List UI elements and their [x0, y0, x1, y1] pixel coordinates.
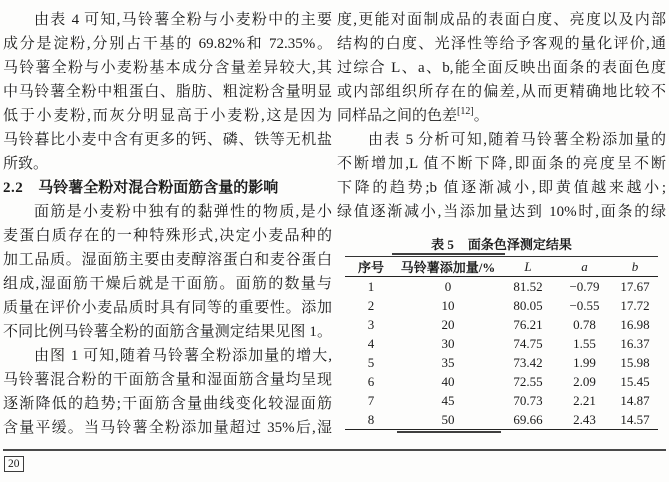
- table-caption: [337, 236, 666, 254]
- table-cell: 8: [367, 411, 375, 427]
- page-number: 20: [4, 456, 24, 472]
- text-line: 由表 5 分析可知,随着马铃薯全粉添加量的: [368, 132, 666, 148]
- section-heading: [3, 176, 332, 200]
- text-line: 由表 4 可知,马铃薯全粉与小麦粉中的主要: [34, 12, 332, 28]
- table-cell: 15.45: [620, 373, 650, 389]
- table-cell: 73.42: [513, 354, 543, 370]
- text-line-with-reference: [337, 104, 666, 128]
- column-header-addition: 马铃薯添加量/%: [397, 257, 499, 277]
- table-cell: 76.21: [513, 316, 543, 332]
- table-body: [345, 277, 658, 430]
- table-label: 表 5: [431, 237, 454, 252]
- right-column: [337, 8, 666, 224]
- table-header-row: [345, 257, 658, 277]
- table-cell: 0: [444, 278, 452, 294]
- table-row: [345, 277, 658, 297]
- text-line: 不同比例马铃薯全粉的面筋含量测定结果见图 1。: [3, 324, 332, 340]
- noodle-color-results-table: [345, 256, 658, 430]
- table-cell: 50: [441, 411, 455, 427]
- table-cell: 15.98: [620, 354, 650, 370]
- table-row: [345, 372, 658, 391]
- text-line: 含量平缓。当马铃薯全粉添加量超过 35%后,湿: [3, 420, 332, 436]
- table-cell: 20: [441, 316, 455, 332]
- table-cell: 0.78: [573, 316, 596, 332]
- table-cell: 2: [367, 297, 375, 313]
- text-line: 马铃薯全粉与小麦粉基本成分含量差异较大,其: [3, 60, 332, 76]
- table-cell: 16.37: [620, 335, 650, 351]
- table-row: [345, 391, 658, 410]
- table-cell: 1: [367, 278, 375, 294]
- text-line: 麦蛋白质存在的一种特殊形式,决定小麦品种的: [3, 228, 332, 244]
- table-cell: 30: [441, 335, 455, 351]
- column-header-L: L: [499, 257, 557, 277]
- table-cell: 1.99: [573, 354, 596, 370]
- text-line: 组成,湿面筋干燥后就是干面筋。面筋的数量与: [3, 276, 332, 292]
- reference-line-text: 同样品之间的色差: [337, 108, 458, 124]
- text-line: 中马铃薯全粉中粗蛋白、脂肪、粗淀粉含量明显: [3, 84, 332, 100]
- table-cell: 80.05: [513, 297, 543, 313]
- table-cell: 17.72: [620, 297, 650, 313]
- table-cell: 69.66: [513, 411, 543, 427]
- table-cell: 70.73: [513, 392, 543, 408]
- table-cell: 5: [367, 354, 375, 370]
- text-line: 低于小麦粉,而灰分明显高于小麦粉,这是因为: [3, 108, 332, 124]
- table-cell: 10: [441, 297, 455, 313]
- table-row: [345, 353, 658, 372]
- table-cell: 3: [367, 316, 375, 332]
- text-line: 逐渐降低的趋势;干面筋含量曲线变化较湿面筋: [3, 396, 332, 412]
- table-row: [345, 334, 658, 353]
- table-cell: 81.52: [513, 278, 543, 294]
- text-line: 不断增加,L 值不断下降,即面条的亮度呈不断: [337, 156, 666, 172]
- text-line: 面筋是小麦粉中独有的黏弹性的物质,是小: [34, 204, 332, 220]
- table-rule-artifact-bottom: [397, 431, 501, 433]
- table-cell: 16.98: [620, 316, 650, 332]
- column-header-a: a: [557, 257, 612, 277]
- text-line: 质量在评价小麦品质时具有同等的重要性。添加: [3, 300, 332, 316]
- table-cell: 7: [367, 392, 375, 408]
- table-cell: 72.55: [513, 373, 543, 389]
- table-cell: −0.55: [569, 297, 600, 313]
- reference-line-period: 。: [473, 108, 489, 124]
- table-header: [345, 257, 658, 277]
- table-cell: 6: [367, 373, 375, 389]
- text-line: 马铃暮比小麦中含有更多的钙、磷、铁等无机盐: [3, 132, 332, 148]
- text-line: 绿值逐渐减小,当添加量达到 10%时,面条的绿: [337, 204, 666, 220]
- table-cell: 45: [441, 392, 455, 408]
- column-header-index: 序号: [345, 257, 397, 277]
- table-cell: 2.43: [573, 411, 596, 427]
- table-title: 面条色泽测定结果: [467, 237, 572, 252]
- column-header-b: b: [612, 257, 658, 277]
- text-line: 所致。: [3, 156, 49, 172]
- table-row: [345, 315, 658, 334]
- table-cell: −0.79: [569, 278, 600, 294]
- table-cell: 14.87: [620, 392, 650, 408]
- citation-superscript: [12]: [457, 106, 474, 117]
- table-cell: 17.67: [620, 278, 650, 294]
- text-line: 过综合 L、a、b,能全面反映出面条的表面色度: [337, 60, 666, 76]
- table-cell: 2.09: [573, 373, 596, 389]
- text-line: 马铃薯混合粉的干面筋含量和湿面筋含量均呈现: [3, 372, 332, 388]
- table-cell: 35: [441, 354, 455, 370]
- table-cell: 2.21: [573, 392, 596, 408]
- table-row: [345, 296, 658, 315]
- table-rule-artifact-top: [392, 253, 505, 255]
- left-column: [3, 8, 332, 440]
- table-cell: 1.55: [573, 335, 596, 351]
- table-cell: 14.57: [620, 411, 650, 427]
- section-number: 2.2: [3, 180, 24, 196]
- text-line: 加工品质。湿面筋主要由麦醇溶蛋白和麦谷蛋白: [3, 252, 332, 268]
- table-cell: 40: [441, 373, 455, 389]
- text-line: 或内部组织所存在的偏差,从而更精确地比较不: [337, 84, 666, 100]
- table-cell: 4: [367, 335, 375, 351]
- text-line: 由图 1 可知,随着马铃薯全粉添加量的增大,: [34, 348, 332, 364]
- text-line: 成分是淀粉,分别占干基的 69.82%和 72.35%。: [3, 36, 332, 52]
- text-line: 下降的趋势;b 值逐渐减小,即黄值越来越小;: [337, 180, 666, 196]
- table-row: [345, 410, 658, 430]
- text-line: 度,更能对面制成品的表面白度、亮度以及内部: [337, 12, 666, 28]
- footer-rule: [3, 449, 666, 451]
- section-title: 马铃薯全粉对混合粉面筋含量的影响: [38, 180, 279, 196]
- table-cell: 74.75: [513, 335, 543, 351]
- text-line: 结构的白度、光泽性等给予客观的量化评价,通: [337, 36, 666, 52]
